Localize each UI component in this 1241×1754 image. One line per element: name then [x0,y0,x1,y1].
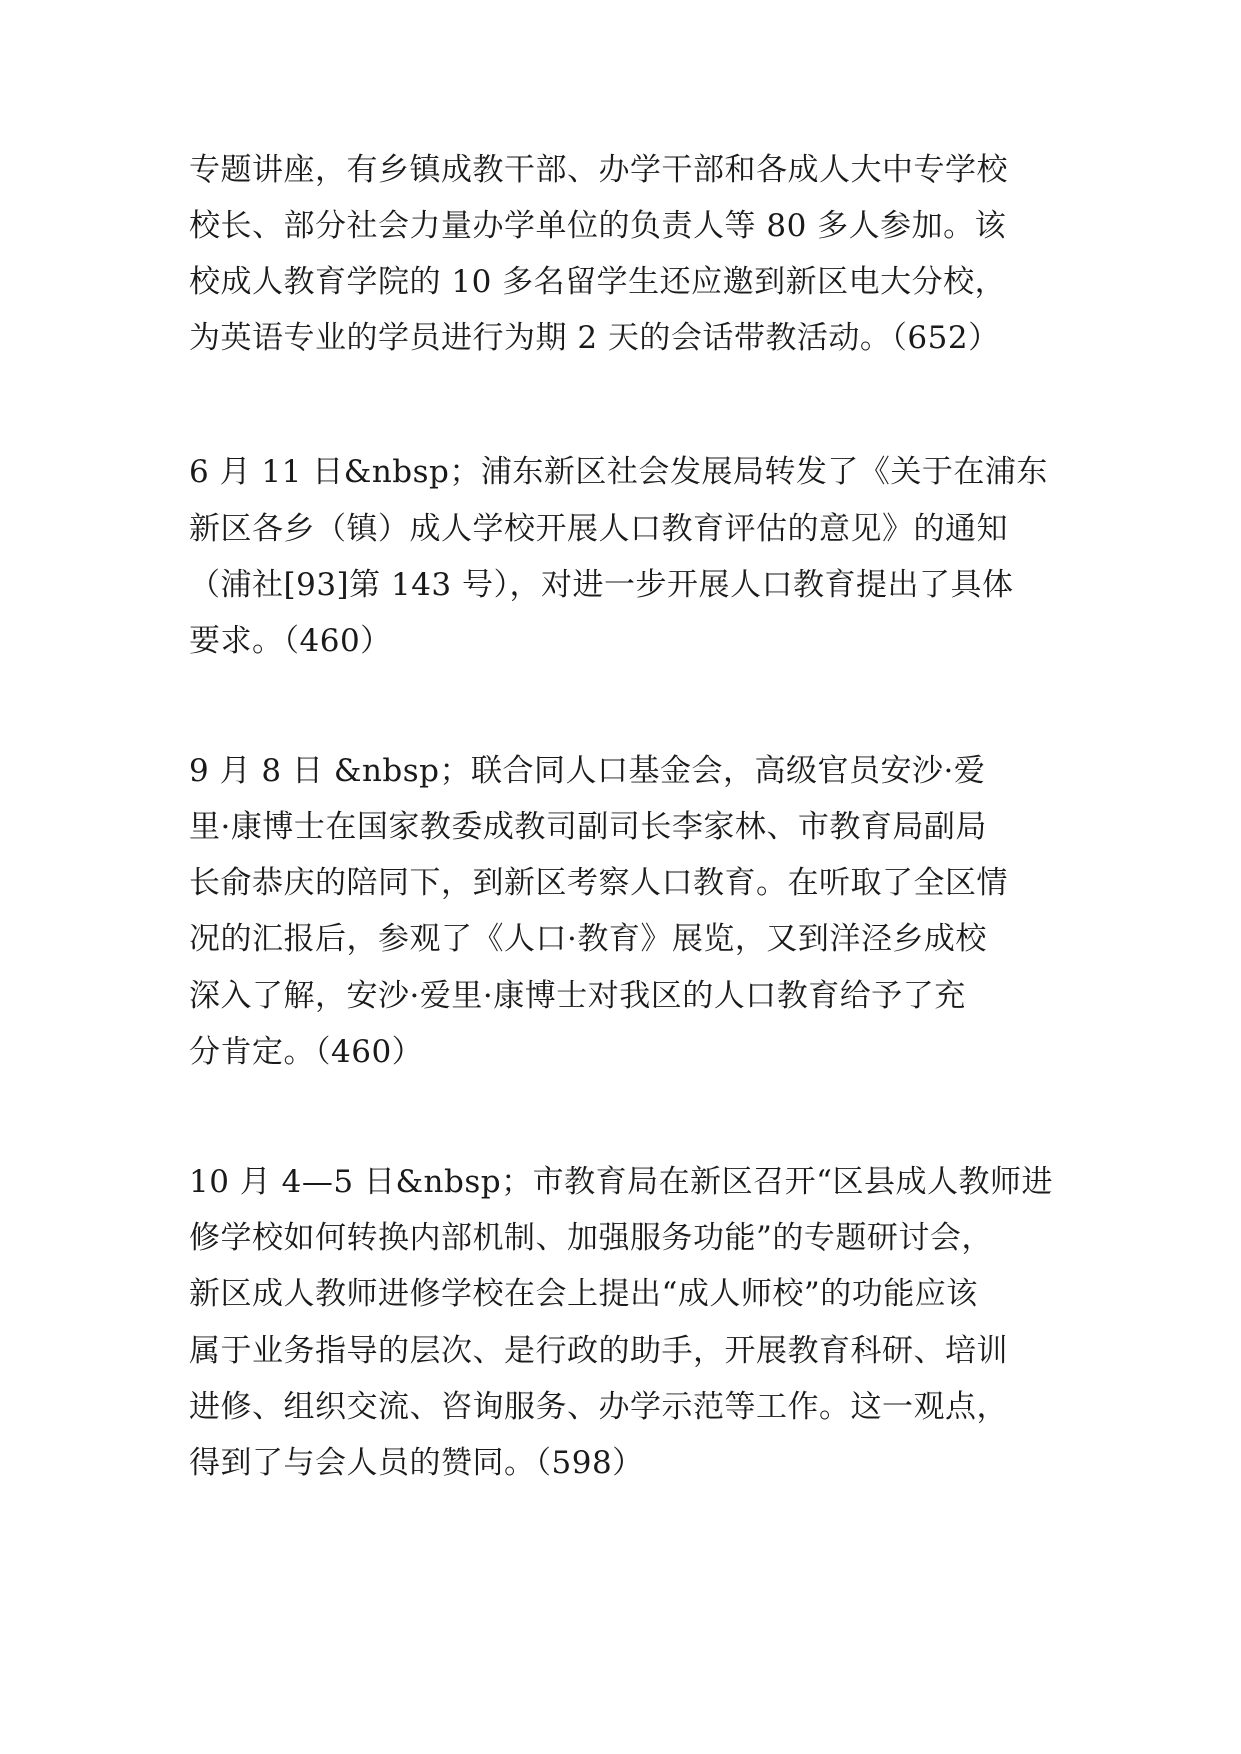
text-line: 得到了与会人员的赞同。（598） [189,1445,644,1481]
text-line: 属于业务指导的层次、是行政的助手，开展教育科研、培训 [189,1333,1008,1369]
text-line: 10 月 4—5 日&nbsp；市教育局在新区召开“区县成人教师进 [189,1164,1053,1200]
text-line: 里·康博士在国家教委成教司副司长李家林、市教育局副局 [189,809,987,845]
text-line: 况的汇报后，参观了《人口·教育》展览，又到洋泾乡成校 [189,921,987,957]
text-line: （浦社[93]第 143 号），对进一步开展人口教育提出了具体 [189,567,1014,603]
text-line: 校成人教育学院的 10 多名留学生还应邀到新区电大分校， [189,264,1007,300]
text-line: 专题讲座，有乡镇成教干部、办学干部和各成人大中专学校 [189,152,1008,188]
text-line: 进修、组织交流、咨询服务、办学示范等工作。这一观点， [189,1389,1008,1425]
text-line: 深入了解，安沙·爱里·康博士对我区的人口教育给予了充 [189,978,966,1014]
text-line: 为英语专业的学员进行为期 2 天的会话带教活动。（652） [189,320,1000,356]
text-line: 分肯定。（460） [189,1034,424,1070]
text-line: 校长、部分社会力量办学单位的负责人等 80 多人参加。该 [189,208,1007,244]
text-line: 要求。（460） [189,623,392,659]
text-line: 新区成人教师进修学校在会上提出“成人师校”的功能应该 [189,1276,978,1312]
text-line: 修学校如何转换内部机制、加强服务功能”的专题研讨会， [189,1220,993,1256]
text-line: 新区各乡（镇）成人学校开展人口教育评估的意见》的通知 [189,511,1008,547]
text-line: 6 月 11 日&nbsp；浦东新区社会发展局转发了《关于在浦东 [189,454,1048,490]
text-line: 长俞恭庆的陪同下，到新区考察人口教育。在听取了全区情 [189,865,1008,901]
text-line: 9 月 8 日 &nbsp；联合同人口基金会，高级官员安沙·爱 [189,753,986,789]
